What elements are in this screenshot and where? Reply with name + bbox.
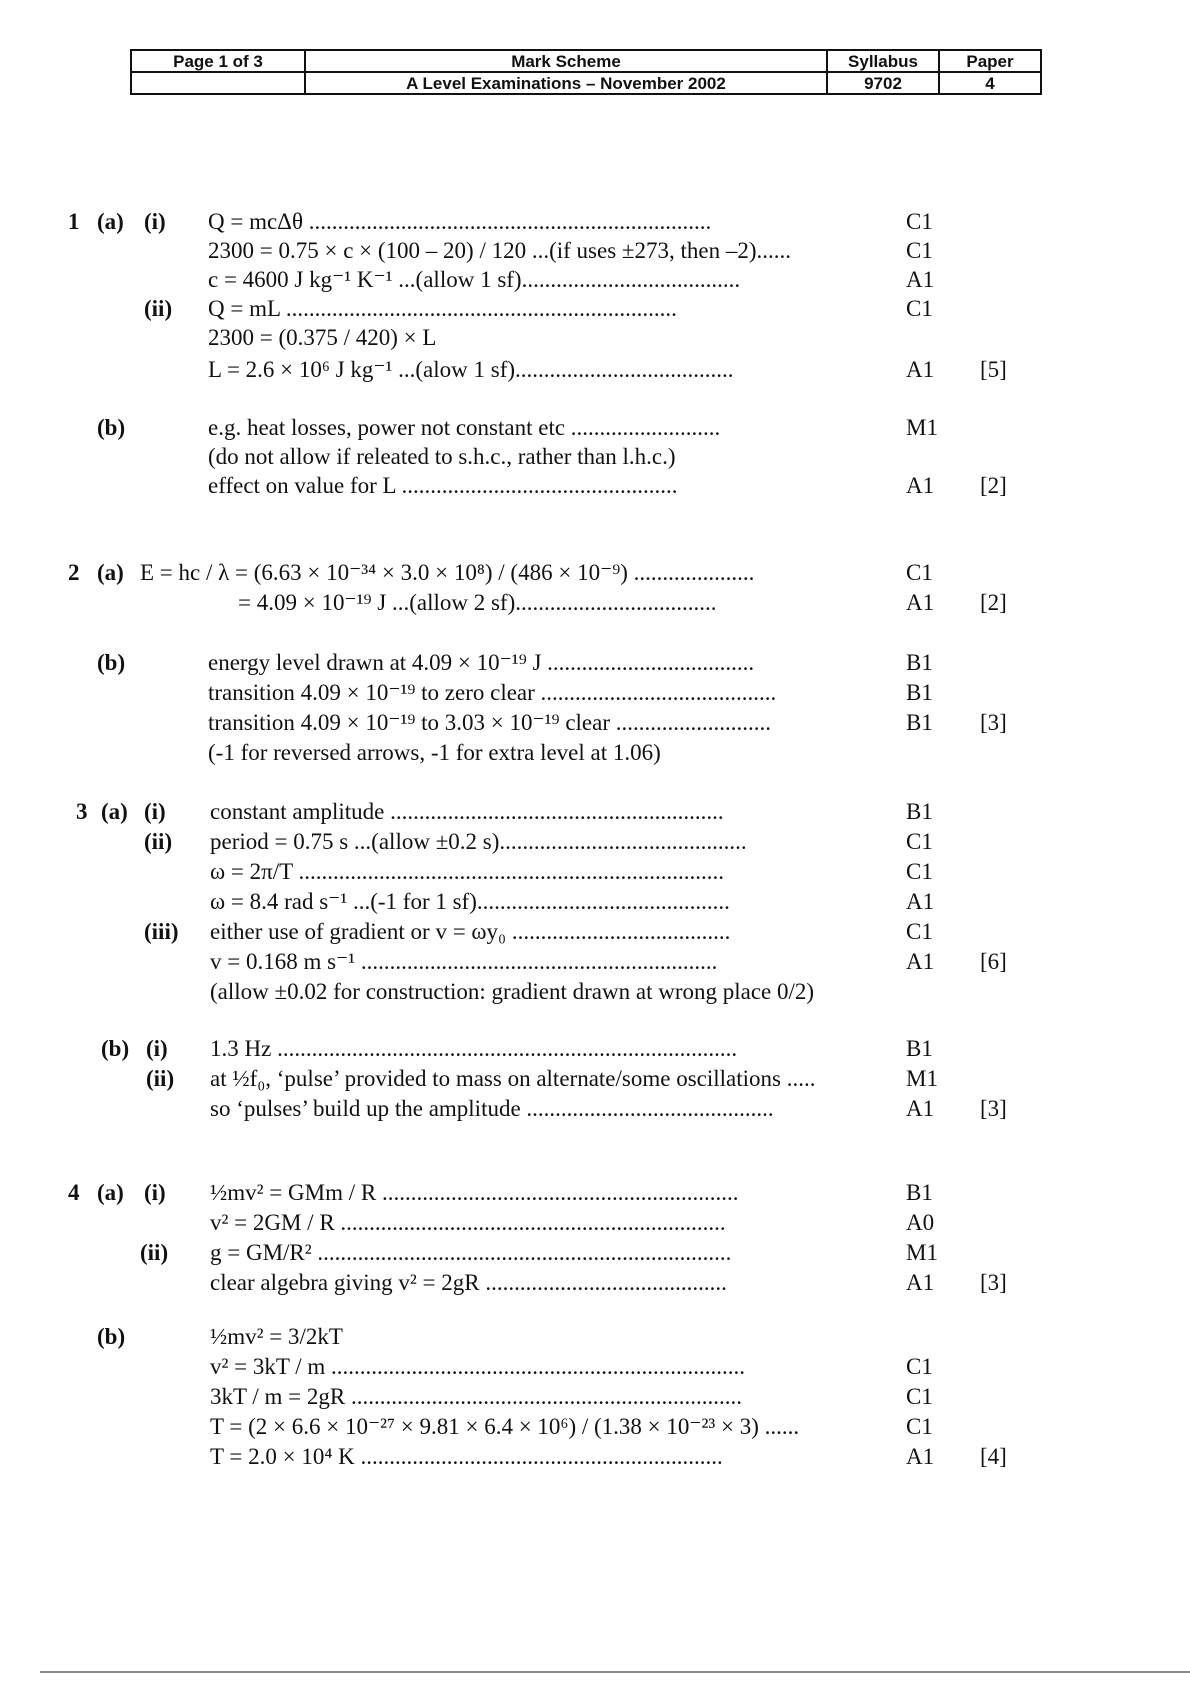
mark-code: M1 [906, 1066, 938, 1091]
mark-code: B1 [906, 710, 933, 735]
mark-code: A1 [906, 949, 935, 974]
q4-line-1: ½mv² = GMm / R .............................................................. [210, 1180, 739, 1205]
q3-line-2: period = 0.75 s ...(allow ±0.2 s)........................................... [210, 829, 747, 854]
q3-line-10: so ‘pulses’ build up the amplitude ........................................... [210, 1096, 774, 1121]
q4-number: 4 [68, 1180, 80, 1205]
q2-number: 2 [68, 560, 80, 585]
mark-code: C1 [906, 859, 933, 884]
q3-number: 3 [76, 799, 88, 824]
q2-part-a: (a) [97, 560, 124, 585]
mark-code: C1 [906, 238, 933, 263]
mark-code: A1 [906, 1444, 935, 1469]
mark-code: A1 [906, 267, 935, 292]
q3-b-ii: (ii) [146, 1066, 175, 1091]
q3-line-7: (allow ±0.02 for construction: gradient drawn at wrong place 0/2) [210, 979, 815, 1004]
q3-line-4: ω = 8.4 rad s⁻¹ ...(-1 for 1 sf)............................................ [210, 889, 730, 914]
q3-part-a: (a) [101, 799, 128, 824]
q3-line-8: 1.3 Hz ................................................................................ [210, 1036, 738, 1061]
q2-line-1: E = hc / λ = (6.63 × 10⁻³⁴ × 3.0 × 10⁸) / (486 × 10⁻⁹) ..................... [140, 560, 755, 585]
q2-line-5: transition 4.09 × 10⁻¹⁹ to 3.03 × 10⁻¹⁹ clear ........................... [208, 710, 771, 735]
marks-total: [2] [980, 590, 1007, 615]
q1-line-8: (do not allow if releated to s.h.c., rather than l.h.c.) [208, 444, 676, 469]
q3-part-b: (b) [101, 1036, 130, 1061]
q4-line-3: g = GM/R² ........................................................................ [210, 1240, 732, 1265]
mark-code: C1 [906, 1384, 933, 1409]
q2-part-b: (b) [97, 650, 126, 675]
q4-line-8: T = (2 × 6.6 × 10⁻²⁷ × 9.81 × 6.4 × 10⁶) / (1.38 × 10⁻²³ × 3) ...... [210, 1414, 800, 1439]
mark-code: A1 [906, 1270, 935, 1295]
header-page: Page 1 of 3 [131, 50, 305, 72]
mark-code: B1 [906, 1180, 933, 1205]
marks-total: [5] [980, 357, 1007, 382]
mark-code: A1 [906, 889, 935, 914]
q1-part-b: (b) [97, 415, 126, 440]
mark-code: C1 [906, 829, 933, 854]
header-exam: A Level Examinations – November 2002 [305, 72, 827, 94]
mark-code: A1 [906, 1096, 935, 1121]
q2-line-4: transition 4.09 × 10⁻¹⁹ to zero clear ......................................... [208, 680, 777, 705]
mark-code: M1 [906, 1240, 938, 1265]
mark-code: C1 [906, 209, 933, 234]
header-paper-value: 4 [939, 72, 1041, 94]
q1-line-2: 2300 = 0.75 × c × (100 – 20) / 120 ...(if uses ±273, then –2)...... [208, 238, 792, 263]
q1-line-4: Q = mL .................................................................... [208, 296, 677, 321]
q2-line-6: (-1 for reversed arrows, -1 for extra level at 1.06) [208, 740, 661, 765]
marks-total: [3] [980, 1096, 1007, 1121]
mark-code: A1 [906, 357, 935, 382]
q3-line-6: v = 0.168 m s⁻¹ .............................................................. [210, 949, 718, 974]
marks-total: [6] [980, 949, 1007, 974]
q3-line-3: ω = 2π/T .......................................................................... [210, 859, 724, 884]
q3-a-ii: (ii) [144, 829, 173, 854]
q1-line-9: effect on value for L ................................................ [208, 473, 678, 498]
q4-a-ii: (ii) [140, 1240, 169, 1265]
marks-total: [4] [980, 1444, 1007, 1469]
q2-line-3: energy level drawn at 4.09 × 10⁻¹⁹ J .................................... [208, 650, 755, 675]
scan-edge-line [40, 1671, 1190, 1673]
q1-line-7: e.g. heat losses, power not constant etc .......................... [208, 415, 721, 440]
mark-code: B1 [906, 650, 933, 675]
mark-code: C1 [906, 919, 933, 944]
marks-total: [2] [980, 473, 1007, 498]
q4-line-5: ½mv² = 3/2kT [210, 1324, 343, 1349]
mark-code: M1 [906, 415, 938, 440]
q1-a-i: (i) [144, 209, 166, 234]
header-syllabus-value: 9702 [827, 72, 939, 94]
mark-code: C1 [906, 560, 933, 585]
header-paper-label: Paper [939, 50, 1041, 72]
q4-part-a: (a) [97, 1180, 124, 1205]
q4-line-7: 3kT / m = 2gR .................................................................... [210, 1384, 742, 1409]
header-table [130, 49, 1042, 95]
mark-code: A1 [906, 590, 935, 615]
mark-code: C1 [906, 296, 933, 321]
q3-b-i: (i) [146, 1036, 168, 1061]
q3-line-9: at ½f₀, ‘pulse’ provided to mass on alternate/some oscillations ..... [210, 1066, 816, 1091]
q1-a-ii: (ii) [144, 296, 173, 321]
mark-code: B1 [906, 680, 933, 705]
marks-total: [3] [980, 710, 1007, 735]
mark-code: B1 [906, 1036, 933, 1061]
q3-line-5: either use of gradient or v = ωy₀ ...................................... [210, 919, 731, 944]
mark-code: C1 [906, 1414, 933, 1439]
marks-total: [3] [980, 1270, 1007, 1295]
q4-line-4: clear algebra giving v² = 2gR .......................................... [210, 1270, 727, 1295]
q1-line-3: c = 4600 J kg⁻¹ K⁻¹ ...(allow 1 sf)...................................... [208, 267, 741, 292]
q4-part-b: (b) [97, 1324, 126, 1349]
mark-code: A0 [906, 1210, 935, 1235]
q1-line-1: Q = mcΔθ ...................................................................... [208, 209, 712, 234]
mark-code: A1 [906, 473, 935, 498]
q1-number: 1 [68, 209, 80, 234]
q4-a-i: (i) [144, 1180, 166, 1205]
q4-line-6: v² = 3kT / m ........................................................................ [210, 1354, 746, 1379]
mark-code: C1 [906, 1354, 933, 1379]
q2-line-2: = 4.09 × 10⁻¹⁹ J ...(allow 2 sf)................................... [238, 590, 717, 615]
q1-line-6: L = 2.6 × 10⁶ J kg⁻¹ ...(alow 1 sf)...................................... [208, 357, 734, 382]
q4-line-9: T = 2.0 × 10⁴ K ............................................................... [210, 1444, 723, 1469]
q4-line-2: v² = 2GM / R ................................................................... [210, 1210, 726, 1235]
header-syllabus-label: Syllabus [827, 50, 939, 72]
q3-a-iii: (iii) [144, 919, 179, 944]
q1-part-a: (a) [97, 209, 124, 234]
header-blank [131, 72, 305, 94]
header-title: Mark Scheme [305, 50, 827, 72]
q3-line-1: constant amplitude .......................................................... [210, 799, 724, 824]
mark-code: B1 [906, 799, 933, 824]
q1-line-5: 2300 = (0.375 / 420) × L [208, 325, 437, 350]
q3-a-i: (i) [144, 799, 166, 824]
